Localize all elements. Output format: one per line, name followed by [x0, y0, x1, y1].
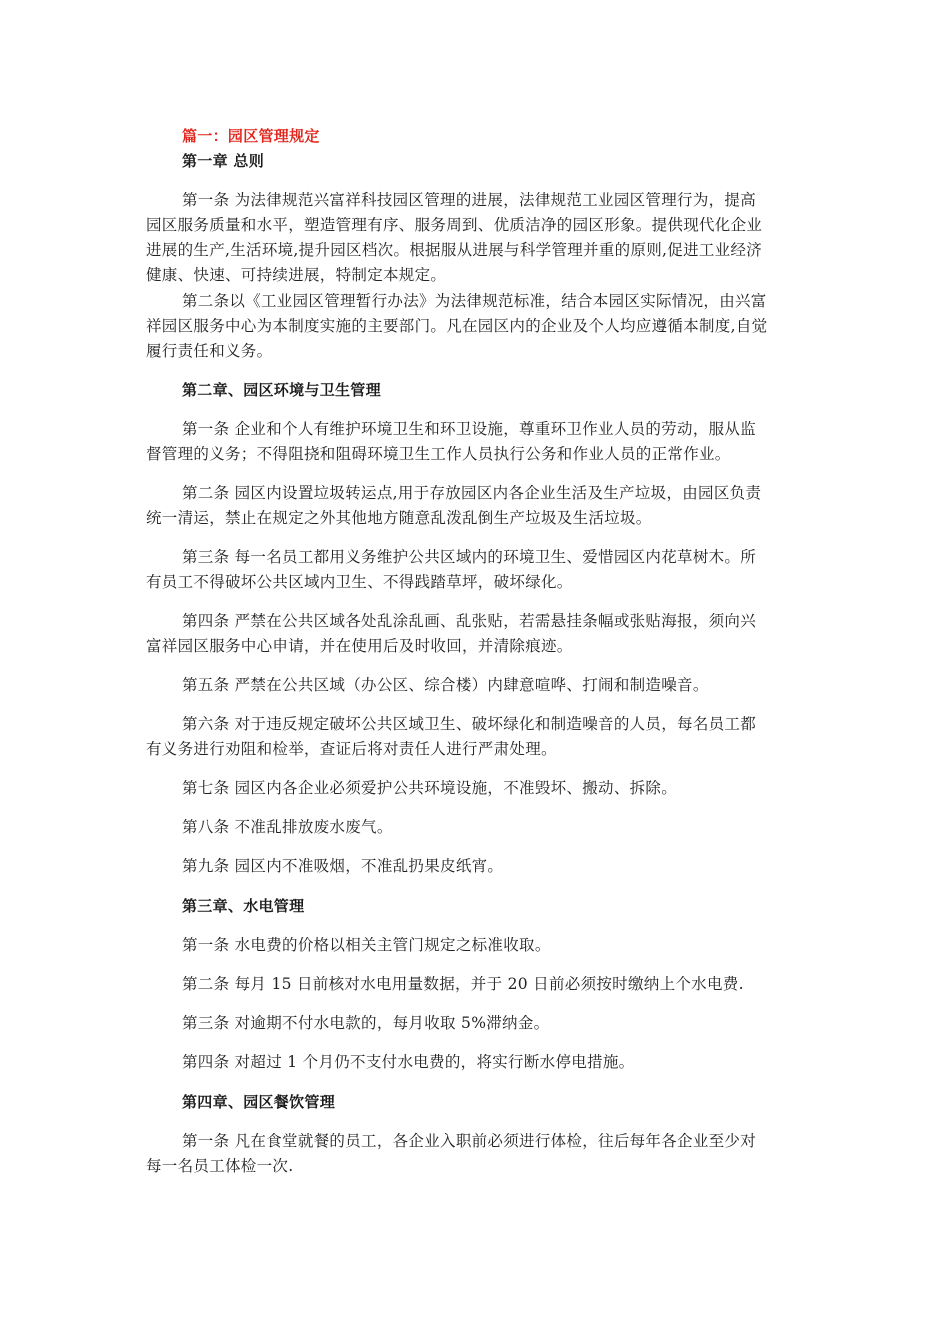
- chapter4-article1-line1: 第一条 凡在食堂就餐的员工，各企业入职前必须进行体检，往后每年各企业至少对: [182, 1132, 757, 1150]
- chapter2-article3-line2: 有员工不得破坏公共区域内卫生、不得践踏草坪，破坏绿化。: [146, 573, 573, 591]
- chapter1-heading: 第一章 总则: [182, 152, 265, 170]
- chapter2-article2-line2: 统一清运，禁止在规定之外其他地方随意乱泼乱倒生产垃圾及生活垃圾。: [146, 509, 652, 527]
- chapter3-heading: 第三章、水电管理: [182, 897, 305, 915]
- chapter2-article8: 第八条 不准乱排放废水废气。: [182, 818, 393, 836]
- chapter4-heading: 第四章、园区餐饮管理: [182, 1093, 336, 1111]
- document-title: 篇一：园区管理规定: [182, 127, 320, 145]
- chapter1-article1-line4: 健康、快速、可持续进展，特制定本规定。: [146, 266, 447, 284]
- chapter2-article5: 第五条 严禁在公共区域（办公区、综合楼）内肆意喧哗、打闹和制造噪音。: [182, 676, 709, 694]
- chapter1-article1-line2: 园区服务质量和水平，塑造管理有序、服务周到、优质洁净的园区形象。提供现代化企业: [146, 216, 763, 234]
- chapter2-heading: 第二章、园区环境与卫生管理: [182, 381, 381, 399]
- chapter2-article3-line1: 第三条 每一名员工都用义务维护公共区域内的环境卫生、爱惜园区内花草树木。所: [182, 548, 757, 566]
- chapter2-article6-line2: 有义务进行劝阻和检举，查证后将对责任人进行严肃处理。: [146, 740, 557, 758]
- chapter2-article1-line2: 督管理的义务；不得阻挠和阻碍环境卫生工作人员执行公务和作业人员的正常作业。: [146, 445, 731, 463]
- chapter3-article1: 第一条 水电费的价格以相关主管门规定之标准收取。: [182, 936, 551, 954]
- chapter1-article2-line2: 祥园区服务中心为本制度实施的主要部门。凡在园区内的企业及个人均应遵循本制度,自觉: [146, 317, 768, 335]
- chapter3-article2: 第二条 每月 15 日前核对水电用量数据，并于 20 日前必须按时缴纳上个水电费.: [182, 975, 744, 993]
- chapter1-article1-line1: 第一条 为法律规范兴富祥科技园区管理的进展，法律规范工业园区管理行为，提高: [182, 191, 757, 209]
- chapter2-article7: 第七条 园区内各企业必须爱护公共环境设施，不准毁坏、搬动、拆除。: [182, 779, 678, 797]
- chapter2-article2-line1: 第二条 园区内设置垃圾转运点,用于存放园区内各企业生活及生产垃圾，由园区负责: [182, 484, 762, 502]
- chapter2-article9: 第九条 园区内不准吸烟，不准乱扔果皮纸宵。: [182, 857, 504, 875]
- chapter2-article4-line1: 第四条 严禁在公共区域各处乱涂乱画、乱张贴，若需悬挂条幅或张贴海报，须向兴: [182, 612, 757, 630]
- chapter4-article1-line2: 每一名员工体检一次.: [146, 1157, 294, 1175]
- chapter2-article4-line2: 富祥园区服务中心申请，并在使用后及时收回，并清除痕迹。: [146, 637, 573, 655]
- chapter3-article4: 第四条 对超过 1 个月仍不支付水电费的，将实行断水停电措施。: [182, 1053, 635, 1071]
- chapter1-article2-line3: 履行责任和义务。: [146, 342, 273, 360]
- chapter2-article1-line1: 第一条 企业和个人有维护环境卫生和环卫设施，尊重环卫作业人员的劳动，服从监: [182, 420, 757, 438]
- chapter3-article3: 第三条 对逾期不付水电款的，每月收取 5%滞纳金。: [182, 1014, 550, 1032]
- chapter2-article6-line1: 第六条 对于违反规定破坏公共区域卫生、破坏绿化和制造噪音的人员，每名员工都: [182, 715, 757, 733]
- chapter1-article1-line3: 进展的生产,生活环境,提升园区档次。根据服从进展与科学管理并重的原则,促进工业经济: [146, 241, 763, 259]
- chapter1-article2-line1: 第二条以《工业园区管理暂行办法》为法律规范标准，结合本园区实际情况，由兴富: [182, 292, 767, 310]
